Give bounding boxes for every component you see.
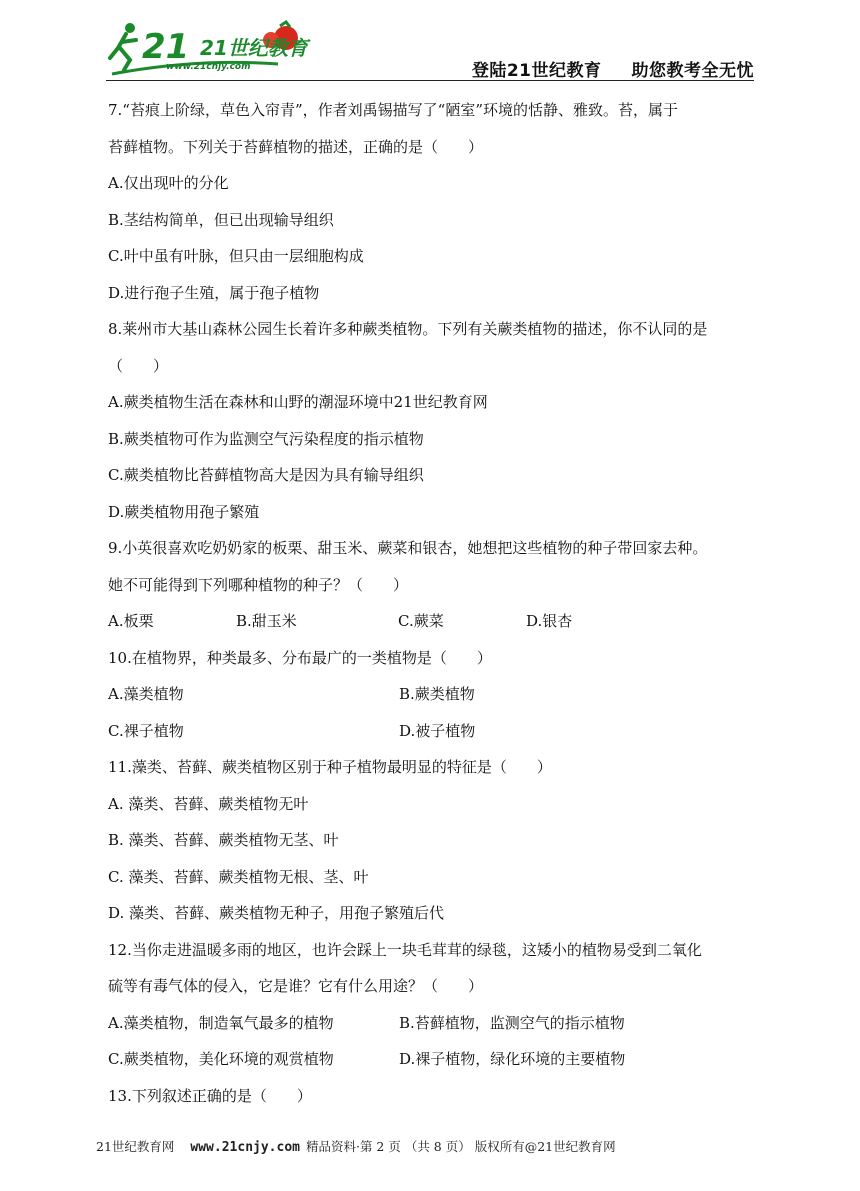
question-10-options-row-1 [108,676,756,713]
question-12-options-row-2 [108,1041,756,1078]
question-9-stem-line-2: 她不可能得到下列哪种植物的种子？（ ） [108,575,409,594]
question-8-stem-line-2: （ ） [108,356,169,375]
question-8-stem-line-1: 8.莱州市大基山森林公园生长着许多种蕨类植物。下列有关蕨类植物的描述，你不认同的是 [108,320,708,338]
question-12-option-c: C.蕨类植物，美化环境的观赏植物 [108,1050,334,1068]
question-8-option-b: B.蕨类植物可作为监测空气污染程度的指示植物 [108,429,424,448]
question-7-option-a: A.仅出现叶的分化 [108,174,229,192]
question-7-stem-line-2: 苔藓植物。下列关于苔藓植物的描述，正确的是（ ） [108,137,484,156]
slogan-right: 助您教考全无忧 [631,61,754,81]
question-10-option-b: B.蕨类植物 [399,685,475,703]
question-12-stem-line-2: 硫等有毒气体的侵入，它是谁？它有什么用途？（ ） [108,977,484,995]
question-9-option-a: A.板栗 [108,612,154,630]
question-9-option-c: C.蕨菜 [398,612,444,630]
question-13-stem: 13.下列叙述正确的是（ ） [108,1086,312,1105]
question-8-option-a: A.蕨类植物生活在森林和山野的潮湿环境中21世纪教育网 [108,393,488,411]
question-8-option-c: C.蕨类植物比苔藓植物高大是因为具有输导组织 [108,466,424,484]
question-11-stem: 11.藻类、苔藓、蕨类植物区别于种子植物最明显的特征是（ ） [108,758,552,776]
question-8-option-d: D.蕨类植物用孢子繁殖 [108,502,260,521]
question-11-option-b: B. 藻类、苔藓、蕨类植物无茎、叶 [108,831,339,849]
question-11-option-a: A. 藻类、苔藓、蕨类植物无叶 [108,794,309,813]
logo-url: www.21cnjy.com [166,62,251,72]
question-12-option-d: D.裸子植物，绿化环境的主要植物 [399,1050,626,1068]
question-12-option-a: A.藻类植物，制造氧气最多的植物 [108,1013,334,1032]
header-slogan [472,56,754,81]
site-logo[interactable] [108,18,308,80]
question-10-stem: 10.在植物界，种类最多、分布最广的一类植物是（ ） [108,648,492,667]
question-12-option-b: B.苔藓植物，监测空气的指示植物 [399,1013,625,1032]
page-footer [96,1137,616,1155]
question-9-options [108,603,756,640]
slogan-left: 登陆21世纪教育 [471,61,602,81]
header-divider [106,80,754,81]
footer-right: 精品资料·第 2 页 （共 8 页） 版权所有@21世纪教育网 [305,1139,616,1154]
question-list [108,92,756,1114]
question-11-option-c: C. 藻类、苔藓、蕨类植物无根、茎、叶 [108,867,369,886]
question-10-option-a: A.藻类植物 [108,685,184,703]
svg-text:21: 21 [142,27,190,67]
question-12-stem-line-1: 12.当你走进温暖多雨的地区，也许会踩上一块毛茸茸的绿毯，这矮小的植物易受到二氧化 [108,940,702,959]
question-10-options-row-2 [108,713,756,750]
question-7-option-c: C.叶中虽有叶脉，但只由一层细胞构成 [108,247,364,265]
question-7-stem-line-1: 7.“苔痕上阶绿，草色入帘青”，作者刘禹锡描写了“陋室”环境的恬静、雅致。苔，属于 [108,101,678,119]
question-9-stem-line-1: 9.小英很喜欢吃奶奶家的板栗、甜玉米、蕨菜和银杏，她想把这些植物的种子带回家去种。 [108,539,708,557]
question-11-option-d: D. 藻类、苔藓、蕨类植物无种子，用孢子繁殖后代 [108,904,445,922]
question-7-option-d: D.进行孢子生殖，属于孢子植物 [108,283,320,302]
question-9-option-b: B.甜玉米 [236,612,297,630]
question-12-options-row-1 [108,1005,756,1042]
question-9-option-d: D.银杏 [526,612,573,630]
question-10-option-d: D.被子植物 [399,721,476,740]
footer-site-link[interactable]: www.21cnjy.com [190,1140,300,1155]
question-7-option-b: B.茎结构简单，但已出现输导组织 [108,210,334,229]
logo-text: 21世纪教育 [200,36,308,60]
question-10-option-c: C.裸子植物 [108,721,184,740]
footer-left: 21世纪教育网 [96,1139,175,1154]
